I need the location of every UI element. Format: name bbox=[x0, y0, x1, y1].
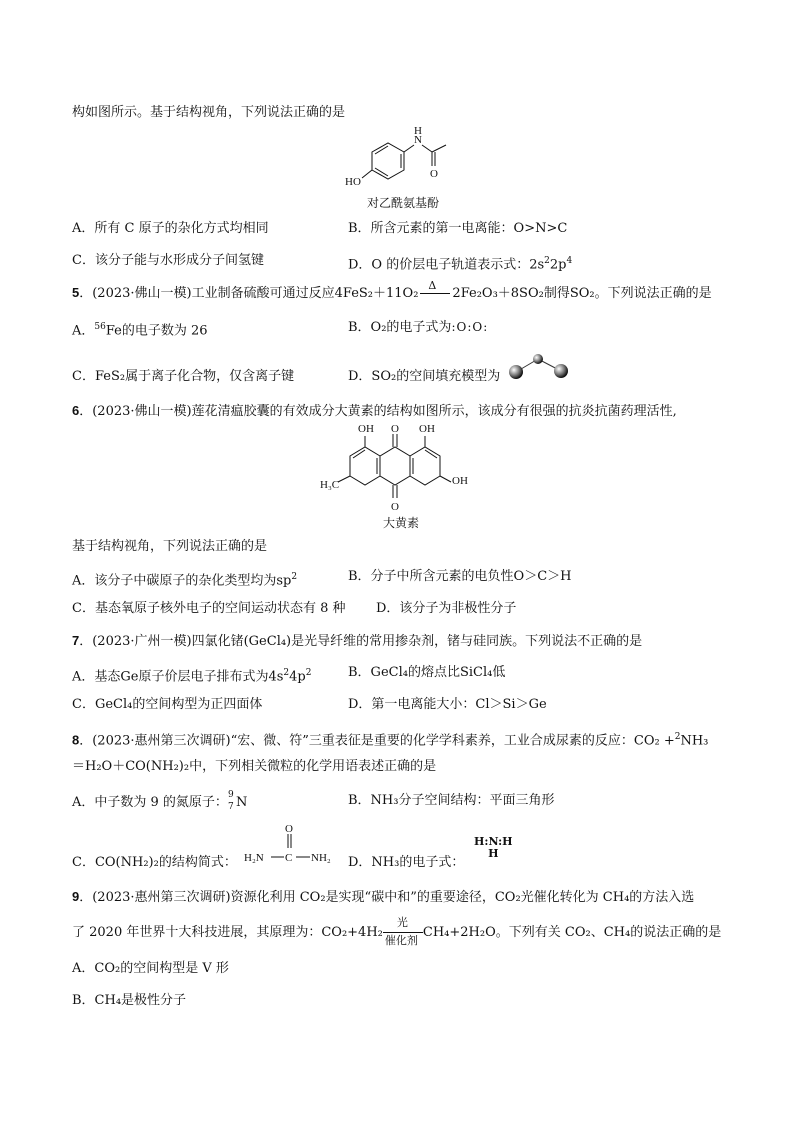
q8-option-a: A．中子数为 9 的氮原子： 9 7 N bbox=[72, 790, 248, 812]
heat-symbol: Δ bbox=[428, 279, 437, 292]
label-ch3: H₃C bbox=[320, 479, 340, 491]
q7-option-a: A．基态Ge原子价层电子排布式为$4s^24p^2$ bbox=[72, 668, 312, 685]
q5-option-d: D．SO₂的空间填充模型为 bbox=[348, 369, 501, 384]
q9-stem-line1: 9．(2023·惠州第三次调研)资源化利用 CO₂是实现“碳中和”的重要途径，CO₂光催化转化为 CH₄的方法入选 bbox=[72, 889, 695, 905]
urea-structure bbox=[242, 822, 342, 868]
q7-option-b: B．GeCl₄的熔点比SiCl₄低 bbox=[348, 665, 506, 680]
q9-option-b: B．CH₄是极性分子 bbox=[72, 993, 187, 1008]
so2-space-filling-model bbox=[508, 353, 572, 381]
q5-option-b: B．O₂的电子式为:O:O: bbox=[348, 320, 489, 335]
q4-option-d: D．O 的价层电子轨道表示式：$2s^22p^4$ bbox=[348, 256, 573, 273]
q8-option-c: C．CO(NH₂)₂的结构简式： bbox=[72, 855, 237, 870]
q4-option-a: A．所有 C 原子的杂化方式均相同 bbox=[72, 221, 269, 236]
intro-line: 构如图所示。基于结构视角，下列说法正确的是 bbox=[72, 105, 346, 120]
condition-catalyst: 催化剂 bbox=[384, 934, 418, 947]
label-ho: HO bbox=[345, 176, 361, 188]
label-oh-right: OH bbox=[419, 423, 435, 435]
figure-caption-emodin: 大黄素 bbox=[383, 516, 420, 530]
figure-caption-paracetamol: 对乙酰氨基酚 bbox=[367, 196, 440, 210]
q6-option-b: B．分子中所含元素的电负性O＞C＞H bbox=[348, 569, 572, 584]
label-n: N bbox=[414, 134, 422, 146]
label-oh-left: OH bbox=[358, 423, 374, 435]
nh3-electron-formula: H:N:H H bbox=[474, 835, 513, 860]
label-h: H bbox=[414, 125, 422, 137]
condition-light: 光 bbox=[396, 916, 408, 929]
q7-option-c: C．GeCl₄的空间构型为正四面体 bbox=[72, 697, 263, 712]
label-o: O bbox=[430, 168, 438, 180]
q5-option-a: A．$^{56}$Fe的电子数为 26 bbox=[72, 322, 208, 339]
label-o-top: O bbox=[391, 423, 399, 435]
q8-option-d: D．NH₃的电子式： bbox=[348, 855, 465, 870]
q6-option-c: C．基态氧原子核外电子的空间运动状态有 8 种 bbox=[72, 601, 346, 616]
q6-stem: 6．(2023·佛山一模)莲花清瘟胶囊的有效成分大黄素的结构如图所示，该成分有很强的抗炎抗菌药理活性, bbox=[72, 403, 677, 419]
urea-o: O bbox=[285, 823, 293, 835]
q4-option-b: B．所含元素的第一电离能：O>N>C bbox=[348, 221, 568, 236]
urea-c: C bbox=[285, 852, 293, 864]
q7-option-d: D．第一电离能大小：Cl＞Si＞Ge bbox=[348, 697, 547, 712]
label-o-bottom: O bbox=[391, 501, 399, 513]
q5-stem: 5．(2023·佛山一模)工业制备硫酸可通过反应4FeS₂＋11O₂ Δ 2Fe₂O₃＋8SO₂制得SO₂。下列说法正确的是 bbox=[72, 279, 712, 301]
urea-right: NH₂ bbox=[311, 852, 331, 864]
q8-option-b: B．NH₃分子空间结构：平面三角形 bbox=[348, 793, 555, 808]
q9-stem-line2: 了 2020 年世界十大科技进展，其原理为：CO₂+4H₂ 光 催化剂 CH₄+2H₂O。下列有关 CO₂、CH₄的说法正确的是 bbox=[72, 924, 721, 942]
q6-option-a: A．该分子中碳原子的杂化类型均为$sp^2$ bbox=[72, 572, 298, 589]
paracetamol-structure bbox=[340, 125, 460, 192]
emodin-structure bbox=[320, 423, 480, 516]
q6-ask: 基于结构视角，下列说法正确的是 bbox=[72, 539, 268, 554]
q8-stem-line2: ＝H₂O＋CO(NH₂)₂中，下列相关微粒的化学用语表述正确的是 bbox=[72, 759, 437, 774]
q6-option-d: D．该分子为非极性分子 bbox=[376, 601, 517, 616]
q4-option-c: C．该分子能与水形成分子间氢键 bbox=[72, 253, 264, 268]
q7-stem: 7．(2023·广州一模)四氯化锗(GeCl₄)是光导纤维的常用掺杂剂，锗与硅同族。下列说法不正确的是 bbox=[72, 633, 643, 649]
o2-electron-formula: :O:O: bbox=[451, 320, 489, 334]
q8-stem-line1: 8．(2023·惠州第三次调研)“宏、微、符”三重表征是重要的化学学科素养，工业合成尿素的反应：CO₂ +$^2$NH₃ bbox=[72, 732, 709, 749]
label-oh-bottom: OH bbox=[452, 475, 468, 487]
q9-option-a: A．CO₂的空间构型是 V 形 bbox=[72, 961, 229, 976]
q5-option-c: C．FeS₂属于离子化合物，仅含离子键 bbox=[72, 369, 295, 384]
urea-left: H₂N bbox=[244, 852, 264, 864]
